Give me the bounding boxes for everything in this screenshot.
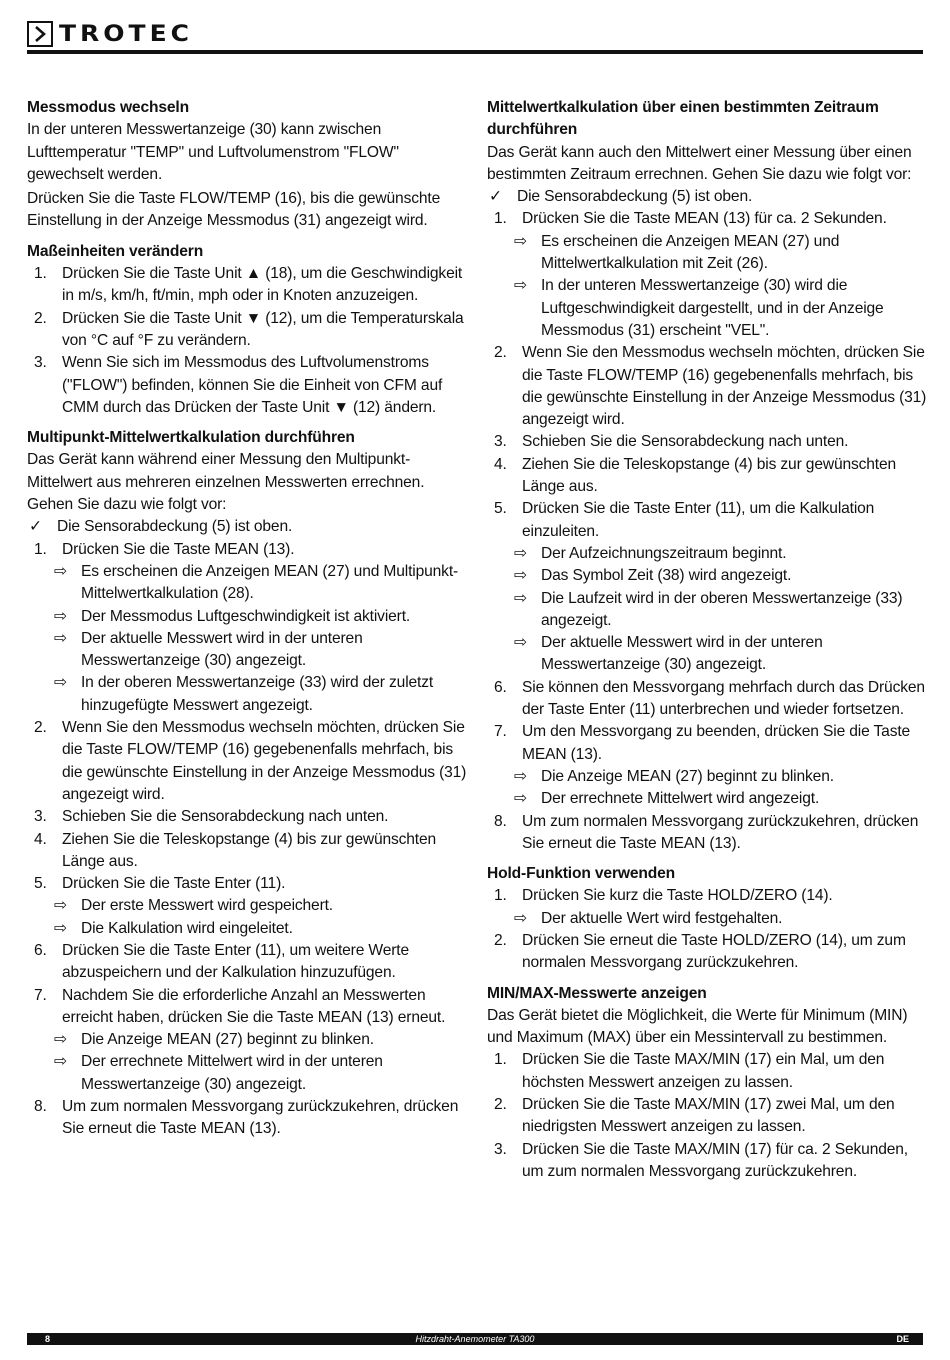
step-number: 2. (34, 719, 47, 737)
item-text: Wenn Sie den Messmodus wechseln möchten, drücken Sie die Taste FLOW/TEMP (16) gegebenenfalls mehrfach, bis die gewünschte Einstellung in der Anzeige Messmodus (31) angezeigt wird. (522, 344, 927, 429)
result-item (487, 788, 927, 810)
paragraph: Das Gerät bietet die Möglichkeit, die Werte für Minimum (MIN) und Maximum (MAX) über ein Messintervall zu bestimmen. (487, 1006, 908, 1047)
item-text: Drücken Sie die Taste Unit ▲ (18), um die Geschwindigkeit in m/s, km/h, ft/min, mph oder in Knoten anzuzeigen. (62, 265, 463, 305)
arrow-icon: ⇨ (514, 634, 527, 652)
step-number: 5. (34, 875, 47, 893)
item-text: Der erste Messwert wird gespeichert. (81, 897, 333, 915)
item-text: Der Messmodus Luftgeschwindigkeit ist aktiviert. (81, 607, 411, 625)
item-text: Drücken Sie kurz die Taste HOLD/ZERO (14). (522, 887, 833, 905)
list-item (487, 811, 927, 856)
item-text: Drücken Sie die Taste MAX/MIN (17) zwei Mal, um den niedrigsten Messwert anzeigen zu lassen. (522, 1096, 895, 1136)
precondition-item (27, 516, 467, 538)
item-text: Drücken Sie erneut die Taste HOLD/ZERO (14), um zum normalen Messvorgang zurückzukehren. (522, 931, 906, 972)
list-item (487, 208, 927, 230)
list-item (487, 498, 927, 543)
paragraph: Drücken Sie die Taste FLOW/TEMP (16), bis die gewünschte Einstellung in der Anzeige Messmodus (31) angezeigt wird. (27, 190, 441, 230)
section-title: MIN/MAX-Messwerte anzeigen (487, 984, 707, 1002)
result-item (27, 606, 467, 628)
list-item (487, 1049, 927, 1094)
item-text: Die Kalkulation wird eingeleitet. (81, 919, 293, 937)
checkmark-icon: ✓ (29, 518, 42, 536)
arrow-icon: ⇨ (514, 909, 527, 927)
item-text: In der oberen Messwertanzeige (33) wird der zuletzt hinzugefügte Messwert angezeigt. (81, 674, 434, 714)
result-item (487, 588, 927, 633)
right-column (487, 97, 927, 1183)
header-rule (27, 50, 923, 54)
checkmark-icon: ✓ (489, 188, 502, 206)
item-text: Um den Messvorgang zu beenden, drücken Sie die Taste MEAN (13). (522, 723, 911, 763)
step-number: 4. (34, 830, 47, 848)
arrow-icon: ⇨ (514, 790, 527, 808)
list-item (487, 342, 927, 431)
list-item (487, 1139, 927, 1184)
list-item (27, 539, 467, 561)
result-item (487, 632, 927, 677)
list-item (487, 885, 927, 907)
item-text: Es erscheinen die Anzeigen MEAN (27) und Multipunkt-Mittelwertkalkulation (28). (81, 562, 459, 603)
step-number: 2. (494, 1096, 507, 1114)
step-number: 7. (494, 723, 507, 741)
step-number: 1. (494, 887, 507, 905)
item-text: Drücken Sie die Taste Enter (11), um weitere Werte abzuspeichern und der Kalkulation hinzuzufügen. (62, 941, 409, 982)
item-text: Die Anzeige MEAN (27) beginnt zu blinken. (541, 767, 834, 785)
item-text: Wenn Sie sich im Messmodus des Luftvolumenstroms ("FLOW") befinden, können Sie die Einheit von CFM auf CMM durch das Drücken der Taste Unit ▼ (12) ändern. (62, 354, 443, 416)
list-item (27, 940, 467, 985)
result-item (487, 231, 927, 276)
arrow-icon: ⇨ (54, 1053, 67, 1071)
brand-name: TROTEC (59, 20, 194, 47)
step-number: 8. (494, 812, 507, 830)
step-number: 7. (34, 986, 47, 1004)
item-text: Die Sensorabdeckung (5) ist oben. (517, 188, 753, 206)
paragraph: Das Gerät kann auch den Mittelwert einer Messung über einen bestimmten Zeitraum errechnen. Gehen Sie dazu wie folgt vor: (487, 143, 912, 183)
arrow-icon: ⇨ (514, 544, 527, 562)
step-number: 2. (34, 309, 47, 327)
section-title: Hold-Funktion verwenden (487, 865, 676, 883)
step-number: 1. (34, 265, 47, 283)
item-text: In der unteren Messwertanzeige (30) wird die Luftgeschwindigkeit dargestellt, und in der Anzeige Messmodus (31) erscheint "VEL". (541, 277, 884, 339)
item-text: Drücken Sie die Taste MEAN (13) für ca. 2 Sekunden. (522, 210, 887, 228)
result-item (487, 565, 927, 587)
list-item (487, 677, 927, 722)
arrow-icon: ⇨ (54, 562, 67, 580)
step-number: 1. (494, 210, 507, 228)
item-text: Drücken Sie die Taste Enter (11), um die Kalkulation einzuleiten. (522, 500, 875, 540)
list-item (27, 352, 467, 419)
item-text: Wenn Sie den Messmodus wechseln möchten, drücken Sie die Taste FLOW/TEMP (16) gegebenenfalls mehrfach, bis die gewünschte Einstellung in der Anzeige Messmodus (31) angezeigt wird. (62, 719, 467, 803)
arrow-icon: ⇨ (514, 567, 527, 585)
list-item (27, 263, 467, 308)
section-title: Maßeinheiten verändern (27, 242, 204, 260)
item-text: Um zum normalen Messvorgang zurückzukehren, drücken Sie erneut die Taste MEAN (13). (522, 812, 919, 852)
arrow-icon: ⇨ (54, 897, 67, 915)
list-item (27, 873, 467, 895)
item-text: Drücken Sie die Taste Enter (11). (62, 875, 286, 893)
item-text: Der errechnete Mittelwert wird in der unteren Messwertanzeige (30) angezeigt. (81, 1053, 383, 1093)
item-text: Sie können den Messvorgang mehrfach durch das Drücken der Taste Enter (11) unterbrechen und wieder fortsetzen. (522, 678, 925, 719)
arrow-icon: ⇨ (54, 629, 67, 647)
result-item (27, 672, 467, 717)
step-number: 2. (494, 344, 507, 362)
result-item (487, 275, 927, 342)
result-item (27, 918, 467, 940)
result-item (27, 561, 467, 606)
step-number: 3. (34, 808, 47, 826)
step-number: 3. (494, 1140, 507, 1158)
item-text: Das Symbol Zeit (38) wird angezeigt. (541, 567, 792, 585)
item-text: Nachdem Sie die erforderliche Anzahl an Messwerten erreicht haben, drücken Sie die Taste MEAN (13) erneut. (62, 986, 446, 1026)
step-number: 3. (494, 433, 507, 451)
arrow-icon: ⇨ (54, 919, 67, 937)
step-number: 1. (34, 540, 47, 558)
item-text: Der aktuelle Messwert wird in der unteren Messwertanzeige (30) angezeigt. (81, 629, 363, 670)
item-text: Der errechnete Mittelwert wird angezeigt. (541, 790, 820, 808)
result-item (487, 766, 927, 788)
step-number: 5. (494, 500, 507, 518)
arrow-icon: ⇨ (54, 607, 67, 625)
arrow-icon: ⇨ (514, 277, 527, 295)
section-title: Messmodus wechseln (27, 99, 189, 116)
list-item (487, 930, 927, 975)
step-number: 8. (34, 1098, 47, 1116)
result-item (27, 895, 467, 917)
list-item (487, 721, 927, 766)
item-text: Die Anzeige MEAN (27) beginnt zu blinken. (81, 1031, 374, 1049)
item-text: Um zum normalen Messvorgang zurückzukehren, drücken Sie erneut die Taste MEAN (13). (62, 1098, 459, 1138)
step-number: 4. (494, 455, 507, 473)
list-item (27, 985, 467, 1030)
step-number: 6. (494, 678, 507, 696)
result-item (487, 908, 927, 930)
step-number: 1. (494, 1051, 507, 1069)
page-footer (27, 1333, 923, 1345)
left-column (27, 97, 467, 1141)
language-code: DE (896, 1334, 909, 1344)
result-item (27, 628, 467, 673)
paragraph: Das Gerät kann während einer Messung den Multipunkt-Mittelwert aus mehreren einzelnen Messwerten errechnen. Gehen Sie dazu wie folgt vor: (27, 451, 425, 514)
item-text: Schieben Sie die Sensorabdeckung nach unten. (522, 433, 849, 451)
arrow-icon: ⇨ (54, 1031, 67, 1049)
list-item (27, 717, 467, 806)
item-text: Ziehen Sie die Teleskopstange (4) bis zur gewünschten Länge aus. (62, 830, 437, 870)
item-text: Der aktuelle Messwert wird in der unteren Messwertanzeige (30) angezeigt. (541, 634, 823, 674)
document-title: Hitzdraht-Anemometer TA300 (415, 1334, 535, 1344)
item-text: Drücken Sie die Taste MEAN (13). (62, 540, 295, 558)
page-number: 8 (45, 1334, 51, 1344)
item-text: Drücken Sie die Taste Unit ▼ (12), um die Temperaturskala von °C auf °F zu verändern. (62, 309, 464, 349)
list-item (487, 431, 927, 453)
arrow-icon: ⇨ (514, 232, 527, 250)
item-text: Ziehen Sie die Teleskopstange (4) bis zur gewünschten Länge aus. (522, 455, 897, 496)
step-number: 6. (34, 941, 47, 959)
item-text: Schieben Sie die Sensorabdeckung nach unten. (62, 808, 389, 826)
logo-chevron-icon (27, 21, 53, 47)
precondition-item (487, 186, 927, 208)
result-item (27, 1029, 467, 1051)
step-number: 3. (34, 354, 47, 372)
arrow-icon: ⇨ (514, 767, 527, 785)
result-item (487, 543, 927, 565)
list-item (27, 1096, 467, 1141)
item-text: Die Laufzeit wird in der oberen Messwertanzeige (33) angezeigt. (541, 589, 903, 629)
item-text: Drücken Sie die Taste MAX/MIN (17) ein Mal, um den höchsten Messwert anzeigen zu lassen. (522, 1051, 885, 1091)
item-text: Die Sensorabdeckung (5) ist oben. (57, 518, 293, 536)
section-title: Mittelwertkalkulation über einen bestimmten Zeitraum durchführen (487, 99, 879, 139)
item-text: Drücken Sie die Taste MAX/MIN (17) für ca. 2 Sekunden, um zum normalen Messvorgang zurückzukehren. (522, 1140, 908, 1180)
item-text: Es erscheinen die Anzeigen MEAN (27) und Mittelwertkalkulation mit Zeit (26). (541, 232, 840, 273)
step-number: 2. (494, 931, 507, 949)
list-item (487, 1094, 927, 1139)
arrow-icon: ⇨ (54, 674, 67, 692)
list-item (27, 829, 467, 874)
list-item (487, 454, 927, 499)
arrow-icon: ⇨ (514, 589, 527, 607)
result-item (27, 1051, 467, 1096)
item-text: Der aktuelle Wert wird festgehalten. (541, 909, 783, 927)
brand-logo (27, 20, 193, 48)
paragraph: In der unteren Messwertanzeige (30) kann zwischen Lufttemperatur "TEMP" und Luftvolumenstrom "FLOW" gewechselt werden. (27, 121, 399, 183)
section-title: Multipunkt-Mittelwertkalkulation durchführen (27, 429, 355, 447)
list-item (27, 806, 467, 828)
item-text: Der Aufzeichnungszeitraum beginnt. (541, 544, 787, 562)
list-item (27, 308, 467, 353)
